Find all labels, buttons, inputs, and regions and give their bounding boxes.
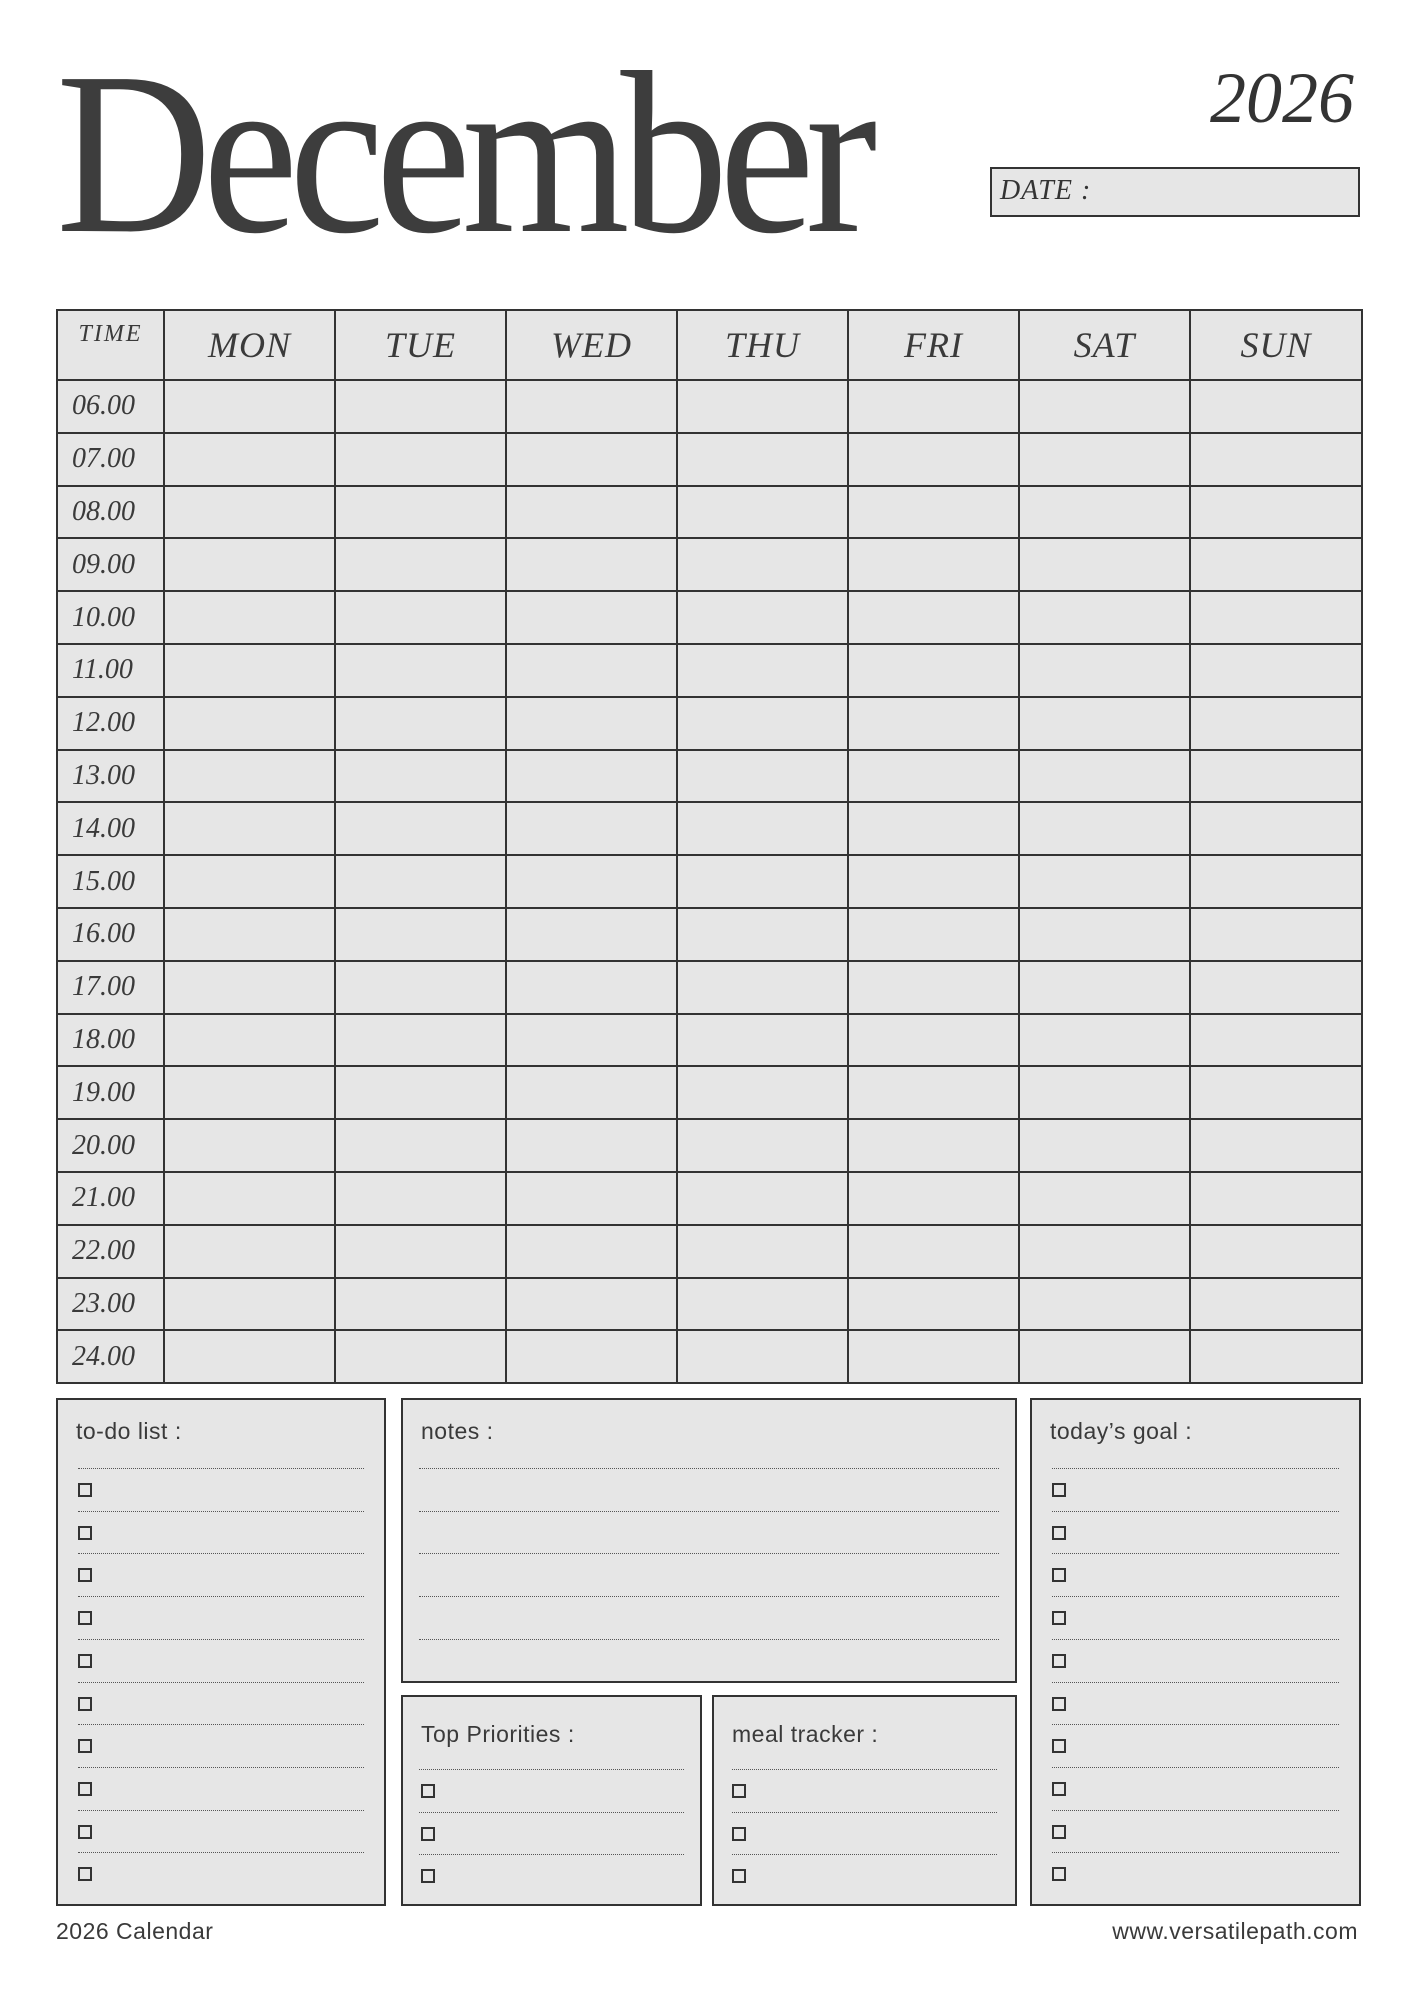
schedule-cell[interactable] <box>677 697 848 750</box>
schedule-cell[interactable] <box>164 855 335 908</box>
todays-goal-title: today’s goal : <box>1050 1418 1193 1444</box>
time-slot-label: 08.00 <box>57 486 164 539</box>
checkbox[interactable] <box>78 1611 92 1625</box>
checkbox[interactable] <box>1052 1483 1066 1497</box>
top-priorities-panel <box>401 1695 702 1906</box>
year-label: 2026 <box>1210 58 1354 138</box>
schedule-row <box>57 750 1362 803</box>
dotted-writing-line <box>78 1724 364 1725</box>
schedule-cell[interactable] <box>1019 1014 1190 1067</box>
day-header: SUN <box>1190 310 1362 380</box>
schedule-cell[interactable] <box>335 433 506 486</box>
schedule-cell[interactable] <box>1019 486 1190 539</box>
schedule-cell[interactable] <box>1019 802 1190 855</box>
schedule-cell[interactable] <box>1190 697 1362 750</box>
schedule-cell[interactable] <box>1190 591 1362 644</box>
schedule-cell[interactable] <box>335 1119 506 1172</box>
schedule-cell[interactable] <box>1190 908 1362 961</box>
schedule-cell[interactable] <box>506 1225 677 1278</box>
dotted-writing-line <box>1052 1852 1339 1853</box>
schedule-cell[interactable] <box>677 908 848 961</box>
schedule-cell[interactable] <box>677 1014 848 1067</box>
schedule-cell[interactable] <box>677 1119 848 1172</box>
schedule-cell[interactable] <box>164 961 335 1014</box>
schedule-cell[interactable] <box>1190 538 1362 591</box>
schedule-cell[interactable] <box>506 1119 677 1172</box>
schedule-cell[interactable] <box>1190 433 1362 486</box>
dotted-writing-line <box>78 1767 364 1768</box>
schedule-cell[interactable] <box>1019 1172 1190 1225</box>
footer-calendar-label: 2026 Calendar <box>56 1918 214 1944</box>
schedule-cell[interactable] <box>1019 1066 1190 1119</box>
checkbox[interactable] <box>732 1869 746 1883</box>
dotted-writing-line <box>1052 1596 1339 1597</box>
schedule-row <box>57 1014 1362 1067</box>
schedule-cell[interactable] <box>1019 908 1190 961</box>
schedule-row <box>57 591 1362 644</box>
time-slot-label: 13.00 <box>57 750 164 803</box>
schedule-cell[interactable] <box>1019 1278 1190 1331</box>
schedule-cell[interactable] <box>335 855 506 908</box>
schedule-cell[interactable] <box>1019 855 1190 908</box>
day-header: TUE <box>335 310 506 380</box>
schedule-row <box>57 855 1362 908</box>
footer-website-link[interactable]: www.versatilepath.com <box>1112 1918 1358 1944</box>
schedule-cell[interactable] <box>1190 855 1362 908</box>
dotted-writing-line <box>419 1468 999 1469</box>
time-column-header: TIME <box>57 310 164 380</box>
schedule-cell[interactable] <box>677 644 848 697</box>
time-slot-label: 17.00 <box>57 961 164 1014</box>
schedule-cell[interactable] <box>335 486 506 539</box>
schedule-cell[interactable] <box>1019 1119 1190 1172</box>
schedule-cell[interactable] <box>506 855 677 908</box>
schedule-cell[interactable] <box>506 486 677 539</box>
time-slot-label: 16.00 <box>57 908 164 961</box>
schedule-cell[interactable] <box>848 802 1019 855</box>
schedule-cell[interactable] <box>677 1278 848 1331</box>
time-slot-label: 12.00 <box>57 697 164 750</box>
schedule-cell[interactable] <box>677 1172 848 1225</box>
dotted-writing-line <box>1052 1810 1339 1811</box>
schedule-cell[interactable] <box>677 591 848 644</box>
schedule-cell[interactable] <box>848 1172 1019 1225</box>
schedule-cell[interactable] <box>1190 1330 1362 1383</box>
notes-panel[interactable] <box>401 1398 1017 1683</box>
schedule-row <box>57 538 1362 591</box>
schedule-cell[interactable] <box>1190 1172 1362 1225</box>
checkbox[interactable] <box>1052 1739 1066 1753</box>
day-header: THU <box>677 310 848 380</box>
checkbox[interactable] <box>78 1867 92 1881</box>
dotted-writing-line <box>1052 1639 1339 1640</box>
schedule-cell[interactable] <box>506 433 677 486</box>
schedule-cell[interactable] <box>1019 380 1190 433</box>
schedule-cell[interactable] <box>506 1066 677 1119</box>
time-slot-label: 20.00 <box>57 1119 164 1172</box>
schedule-cell[interactable] <box>164 433 335 486</box>
schedule-cell[interactable] <box>164 538 335 591</box>
dotted-writing-line <box>1052 1724 1339 1725</box>
date-field[interactable] <box>990 167 1360 217</box>
time-slot-label: 10.00 <box>57 591 164 644</box>
schedule-cell[interactable] <box>848 855 1019 908</box>
day-header: SAT <box>1019 310 1190 380</box>
checkbox[interactable] <box>78 1697 92 1711</box>
schedule-cell[interactable] <box>506 802 677 855</box>
schedule-cell[interactable] <box>1019 644 1190 697</box>
checkbox[interactable] <box>421 1869 435 1883</box>
month-title: December <box>56 25 869 282</box>
schedule-cell[interactable] <box>677 802 848 855</box>
checkbox[interactable] <box>732 1784 746 1798</box>
weekly-schedule-table <box>56 309 1363 1384</box>
schedule-cell[interactable] <box>848 433 1019 486</box>
schedule-cell[interactable] <box>1190 1014 1362 1067</box>
dotted-writing-line <box>1052 1682 1339 1683</box>
schedule-cell[interactable] <box>677 433 848 486</box>
time-slot-label: 18.00 <box>57 1014 164 1067</box>
schedule-cell[interactable] <box>335 1172 506 1225</box>
dotted-writing-line <box>1052 1511 1339 1512</box>
meal-tracker-title: meal tracker : <box>732 1721 879 1747</box>
schedule-cell[interactable] <box>1019 1330 1190 1383</box>
schedule-cell[interactable] <box>164 1066 335 1119</box>
top-priorities-title: Top Priorities : <box>421 1721 575 1747</box>
schedule-row <box>57 644 1362 697</box>
schedule-cell[interactable] <box>335 961 506 1014</box>
schedule-cell[interactable] <box>506 1278 677 1331</box>
schedule-row <box>57 433 1362 486</box>
schedule-cell[interactable] <box>848 644 1019 697</box>
schedule-cell[interactable] <box>506 591 677 644</box>
schedule-cell[interactable] <box>506 538 677 591</box>
checkbox[interactable] <box>78 1483 92 1497</box>
schedule-cell[interactable] <box>1019 591 1190 644</box>
schedule-cell[interactable] <box>1019 961 1190 1014</box>
dotted-writing-line <box>78 1468 364 1469</box>
schedule-cell[interactable] <box>164 591 335 644</box>
schedule-cell[interactable] <box>848 1225 1019 1278</box>
dotted-writing-line <box>78 1553 364 1554</box>
time-slot-label: 19.00 <box>57 1066 164 1119</box>
schedule-cell[interactable] <box>164 908 335 961</box>
schedule-cell[interactable] <box>1190 1066 1362 1119</box>
schedule-cell[interactable] <box>1190 1278 1362 1331</box>
dotted-writing-line <box>78 1639 364 1640</box>
todo-list-panel <box>56 1398 386 1906</box>
schedule-cell[interactable] <box>335 538 506 591</box>
dotted-writing-line <box>419 1511 999 1512</box>
checkbox[interactable] <box>1052 1782 1066 1796</box>
dotted-writing-line <box>78 1852 364 1853</box>
dotted-writing-line <box>419 1596 999 1597</box>
schedule-cell[interactable] <box>848 750 1019 803</box>
schedule-cell[interactable] <box>335 1014 506 1067</box>
schedule-cell[interactable] <box>1190 486 1362 539</box>
meal-tracker-panel <box>712 1695 1017 1906</box>
day-header: FRI <box>848 310 1019 380</box>
schedule-cell[interactable] <box>677 380 848 433</box>
schedule-cell[interactable] <box>677 855 848 908</box>
schedule-cell[interactable] <box>848 538 1019 591</box>
schedule-cell[interactable] <box>506 908 677 961</box>
checkbox[interactable] <box>1052 1526 1066 1540</box>
schedule-cell[interactable] <box>848 486 1019 539</box>
schedule-cell[interactable] <box>335 802 506 855</box>
schedule-cell[interactable] <box>677 538 848 591</box>
schedule-row <box>57 1330 1362 1383</box>
time-slot-label: 06.00 <box>57 380 164 433</box>
dotted-writing-line <box>732 1854 997 1855</box>
schedule-cell[interactable] <box>164 1225 335 1278</box>
time-slot-label: 24.00 <box>57 1330 164 1383</box>
schedule-cell[interactable] <box>164 750 335 803</box>
schedule-cell[interactable] <box>335 1225 506 1278</box>
schedule-cell[interactable] <box>848 1119 1019 1172</box>
dotted-writing-line <box>419 1812 684 1813</box>
schedule-cell[interactable] <box>335 644 506 697</box>
time-slot-label: 14.00 <box>57 802 164 855</box>
time-slot-label: 11.00 <box>57 644 164 697</box>
checkbox[interactable] <box>78 1568 92 1582</box>
dotted-writing-line <box>78 1511 364 1512</box>
schedule-cell[interactable] <box>677 750 848 803</box>
schedule-cell[interactable] <box>1190 961 1362 1014</box>
checkbox[interactable] <box>421 1827 435 1841</box>
schedule-cell[interactable] <box>335 380 506 433</box>
time-slot-label: 23.00 <box>57 1278 164 1331</box>
schedule-cell[interactable] <box>848 908 1019 961</box>
checkbox[interactable] <box>78 1739 92 1753</box>
schedule-cell[interactable] <box>164 802 335 855</box>
schedule-cell[interactable] <box>506 380 677 433</box>
checkbox[interactable] <box>78 1825 92 1839</box>
schedule-cell[interactable] <box>848 1278 1019 1331</box>
schedule-cell[interactable] <box>1190 1119 1362 1172</box>
todo-list-title: to-do list : <box>76 1418 182 1444</box>
schedule-cell[interactable] <box>506 750 677 803</box>
schedule-row <box>57 802 1362 855</box>
schedule-cell[interactable] <box>848 1014 1019 1067</box>
dotted-writing-line <box>419 1553 999 1554</box>
schedule-cell[interactable] <box>164 644 335 697</box>
checkbox[interactable] <box>1052 1867 1066 1881</box>
time-slot-label: 07.00 <box>57 433 164 486</box>
dotted-writing-line <box>78 1810 364 1811</box>
schedule-row <box>57 908 1362 961</box>
checkbox[interactable] <box>1052 1825 1066 1839</box>
schedule-cell[interactable] <box>677 1066 848 1119</box>
dotted-writing-line <box>1052 1468 1339 1469</box>
schedule-cell[interactable] <box>164 1119 335 1172</box>
schedule-cell[interactable] <box>848 380 1019 433</box>
schedule-row <box>57 961 1362 1014</box>
schedule-cell[interactable] <box>164 697 335 750</box>
schedule-cell[interactable] <box>164 1278 335 1331</box>
dotted-writing-line <box>78 1596 364 1597</box>
day-header: MON <box>164 310 335 380</box>
checkbox[interactable] <box>78 1782 92 1796</box>
schedule-row <box>57 1225 1362 1278</box>
checkbox[interactable] <box>1052 1568 1066 1582</box>
schedule-cell[interactable] <box>164 486 335 539</box>
schedule-cell[interactable] <box>335 1330 506 1383</box>
dotted-writing-line <box>419 1639 999 1640</box>
schedule-cell[interactable] <box>848 1066 1019 1119</box>
schedule-cell[interactable] <box>1190 380 1362 433</box>
schedule-cell[interactable] <box>677 961 848 1014</box>
schedule-cell[interactable] <box>335 591 506 644</box>
checkbox[interactable] <box>732 1827 746 1841</box>
checkbox[interactable] <box>78 1654 92 1668</box>
schedule-cell[interactable] <box>335 750 506 803</box>
schedule-cell[interactable] <box>164 380 335 433</box>
notes-title: notes : <box>421 1418 494 1444</box>
schedule-row <box>57 1066 1362 1119</box>
schedule-row <box>57 486 1362 539</box>
schedule-cell[interactable] <box>506 1014 677 1067</box>
todays-goal-panel <box>1030 1398 1361 1906</box>
schedule-cell[interactable] <box>848 961 1019 1014</box>
checkbox[interactable] <box>1052 1654 1066 1668</box>
checkbox[interactable] <box>1052 1611 1066 1625</box>
schedule-cell[interactable] <box>677 486 848 539</box>
schedule-cell[interactable] <box>164 1014 335 1067</box>
checkbox[interactable] <box>78 1526 92 1540</box>
schedule-cell[interactable] <box>677 1330 848 1383</box>
schedule-cell[interactable] <box>1190 802 1362 855</box>
schedule-cell[interactable] <box>506 1330 677 1383</box>
schedule-cell[interactable] <box>164 1330 335 1383</box>
schedule-cell[interactable] <box>848 697 1019 750</box>
time-slot-label: 09.00 <box>57 538 164 591</box>
schedule-cell[interactable] <box>848 1330 1019 1383</box>
schedule-cell[interactable] <box>1019 433 1190 486</box>
schedule-cell[interactable] <box>1190 750 1362 803</box>
schedule-cell[interactable] <box>506 697 677 750</box>
time-slot-label: 21.00 <box>57 1172 164 1225</box>
checkbox[interactable] <box>1052 1697 1066 1711</box>
date-label: DATE : <box>1000 175 1092 206</box>
schedule-cell[interactable] <box>335 1278 506 1331</box>
checkbox[interactable] <box>421 1784 435 1798</box>
schedule-cell[interactable] <box>335 1066 506 1119</box>
schedule-row <box>57 380 1362 433</box>
schedule-cell[interactable] <box>506 644 677 697</box>
schedule-cell[interactable] <box>164 1172 335 1225</box>
schedule-cell[interactable] <box>1019 538 1190 591</box>
dotted-writing-line <box>732 1769 997 1770</box>
schedule-cell[interactable] <box>677 1225 848 1278</box>
time-slot-label: 15.00 <box>57 855 164 908</box>
dotted-writing-line <box>419 1854 684 1855</box>
schedule-row <box>57 697 1362 750</box>
schedule-cell[interactable] <box>1019 1225 1190 1278</box>
schedule-cell[interactable] <box>848 591 1019 644</box>
schedule-row <box>57 1278 1362 1331</box>
dotted-writing-line <box>1052 1767 1339 1768</box>
schedule-cell[interactable] <box>335 697 506 750</box>
schedule-row <box>57 1119 1362 1172</box>
day-header: WED <box>506 310 677 380</box>
dotted-writing-line <box>732 1812 997 1813</box>
schedule-row <box>57 1172 1362 1225</box>
schedule-cell[interactable] <box>335 908 506 961</box>
schedule-cell[interactable] <box>506 1172 677 1225</box>
schedule-header-row <box>57 310 1362 380</box>
schedule-cell[interactable] <box>1019 750 1190 803</box>
dotted-writing-line <box>419 1769 684 1770</box>
dotted-writing-line <box>78 1682 364 1683</box>
schedule-cell[interactable] <box>1019 697 1190 750</box>
schedule-cell[interactable] <box>506 961 677 1014</box>
schedule-cell[interactable] <box>1190 1225 1362 1278</box>
dotted-writing-line <box>1052 1553 1339 1554</box>
schedule-cell[interactable] <box>1190 644 1362 697</box>
time-slot-label: 22.00 <box>57 1225 164 1278</box>
